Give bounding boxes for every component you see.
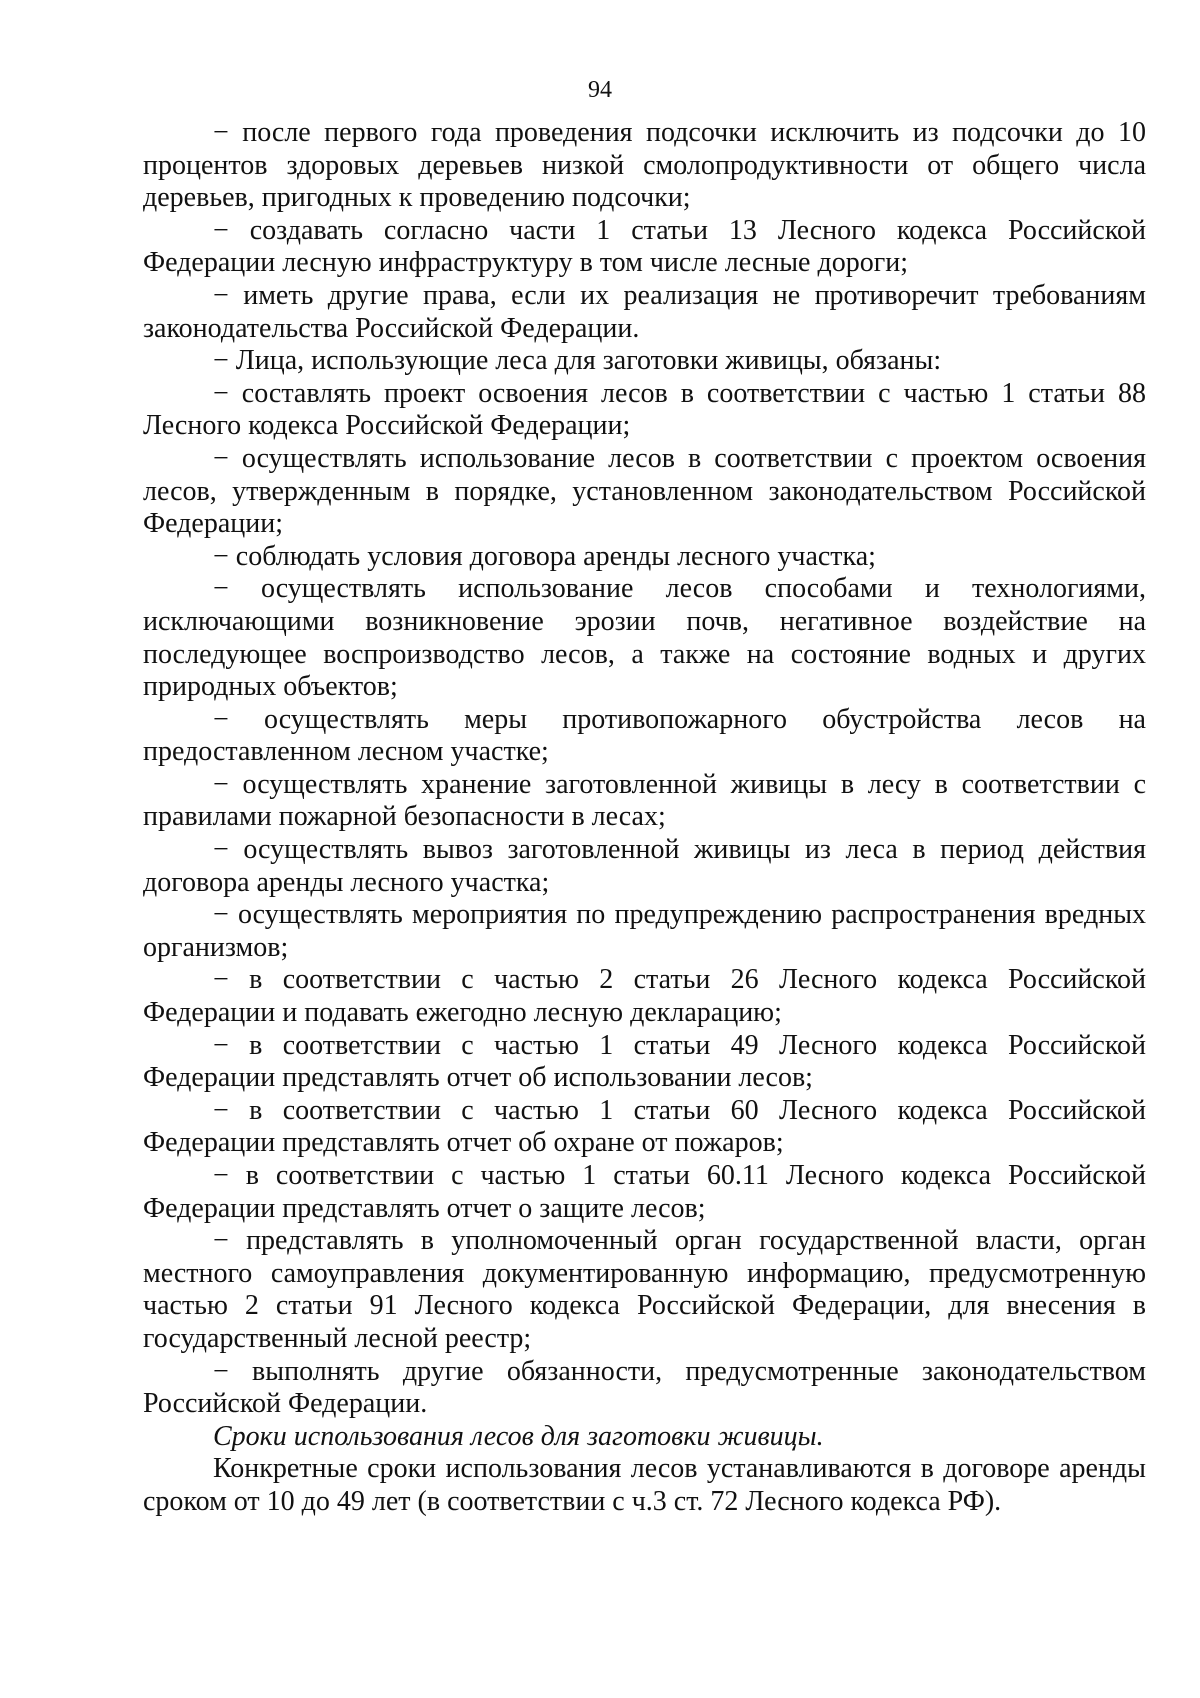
paragraph-forest-infrastructure: − создавать согласно части 1 статьи 13 Лесного кодекса Российской Федерации лесную инфраструктуру в том числе лесные дороги; [143,214,1146,279]
paragraph-use-per-project: − осуществлять использование лесов в соответствии с проектом освоения лесов, утвержденным в порядке, установленном законодательством Российской Федерации; [143,442,1146,540]
paragraph-methods-technologies: − осуществлять использование лесов способами и технологиями, исключающими возникновение эрозии почв, негативное воздействие на последующее воспроизводство лесов, а также на состояние водных и других природных объектов; [143,573,1146,703]
paragraph-harmful-organisms: − осуществлять мероприятия по предупреждению распространения вредных организмов; [143,899,1146,963]
paragraph-obligations-intro: − Лица, использующие леса для заготовки живицы, обязаны: [213,345,942,377]
paragraph-forest-protection-report: − в соответствии с частью 1 статьи 60.11 Лесного кодекса Российской Федерации представлять отчет о защите лесов; [143,1160,1146,1224]
paragraph-subtapping-exclusion: − после первого года проведения подсочки исключить из подсочки до 10 процентов здоровых деревьев низкой смолопродуктивности от общего числа деревьев, пригодных к проведению подсочки; [143,117,1146,214]
paragraph-resin-storage: − осуществлять хранение заготовленной живицы в лесу в соответствии с правилами пожарной безопасности в лесах; [143,768,1146,833]
paragraph-forest-registry-info: − представлять в уполномоченный орган государственной власти, орган местного самоуправления документированную информацию, предусмотренную частью 2 статьи 91 Лесного кодекса Российской Федерации, для внесения в государственный лесной реестр; [143,1225,1146,1354]
paragraph-other-rights: − иметь другие права, если их реализация не противоречит требованиям законодательства Российской Федерации. [143,279,1146,344]
paragraph-fire-protection-report: − в соответствии с частью 1 статьи 60 Лесного кодекса Российской Федерации представлять отчет об охране от пожаров; [143,1094,1146,1159]
paragraph-fire-prevention-arrangement: − осуществлять меры противопожарного обустройства лесов на предоставленном лесном участке; [143,703,1146,768]
paragraph-lease-conditions: − соблюдать условия договора аренды лесного участка; [213,540,876,572]
page-number: 94 [588,77,612,103]
paragraph-resin-removal: − осуществлять вывоз заготовленной живицы из леса в период действия договора аренды лесного участка; [143,834,1146,898]
document-body [143,117,1146,1519]
paragraph-use-report: − в соответствии с частью 1 статьи 49 Лесного кодекса Российской Федерации представлять отчет об использовании лесов; [143,1029,1146,1094]
paragraph-other-obligations: − выполнять другие обязанности, предусмотренные законодательством Российской Федерации. [143,1355,1146,1420]
paragraph-forest-declaration: − в соответствии с частью 2 статьи 26 Лесного кодекса Российской Федерации и подавать ежегодно лесную декларацию; [143,964,1146,1029]
section-heading: Сроки использования лесов для заготовки живицы. [213,1420,824,1452]
paragraph-development-project: − составлять проект освоения лесов в соответствии с частью 1 статьи 88 Лесного кодекса Российской Федерации; [143,377,1146,442]
paragraph-lease-terms: Конкретные сроки использования лесов устанавливаются в договоре аренды сроком от 10 до 49 лет (в соответствии с ч.3 ст. 72 Лесного кодекса РФ). [143,1453,1146,1517]
